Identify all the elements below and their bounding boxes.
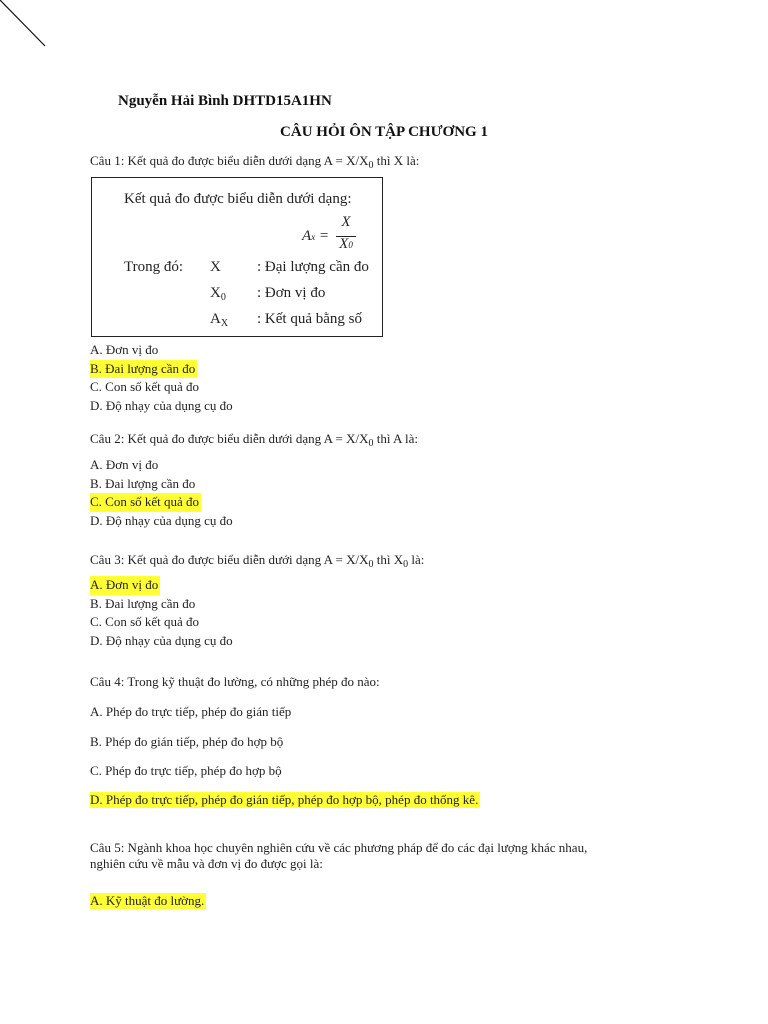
- formula-trong-do: Trong đó:: [124, 259, 184, 275]
- formula-symbol: X: [210, 259, 221, 275]
- answer-option-correct[interactable]: A. Kỹ thuật đo lường.: [90, 893, 205, 908]
- question-1-options: [90, 341, 233, 415]
- formula-symbol: $X_0$: [210, 285, 226, 303]
- formula-box-heading: Kết quả đo được biểu diễn dưới dạng:: [124, 191, 352, 207]
- answer-option[interactable]: B. Phép đo gián tiếp, phép đo hợp bộ: [90, 734, 284, 749]
- corner-fold-line: [0, 0, 50, 50]
- formula-box: Kết quả đo được biểu diễn dưới dạng: Ax = X X0 Trong đó: X : Đại lượng cần đo $X_0$ : Đơn vị đo $A_X$ : Kết quả bằng số: [91, 177, 383, 337]
- question-2: Câu 2: Kết quả đo được biểu diễn dưới dạng $A = X/X_0$ thì A là:: [90, 431, 418, 449]
- answer-option[interactable]: C. Phép đo trực tiếp, phép đo hợp bộ: [90, 763, 282, 778]
- question-3-options: [90, 576, 233, 650]
- answer-option-correct[interactable]: B. Đai lượng cần đo: [90, 360, 233, 379]
- answer-option[interactable]: A. Phép đo trực tiếp, phép đo gián tiếp: [90, 704, 292, 719]
- question-1: Câu 1: Kết quả đo được biểu diễn dưới dạng $A = X/X_0$ thì X là:: [90, 153, 420, 171]
- answer-option[interactable]: D. Độ nhạy của dụng cụ đo: [90, 512, 233, 528]
- answer-option[interactable]: C. Con số kết quả đo: [90, 379, 200, 394]
- answer-option[interactable]: B. Đai lượng cần đo: [90, 475, 196, 491]
- answer-option-correct[interactable]: D. Phép đo trực tiếp, phép đo gián tiếp, phép đo hợp bộ, phép đo thống kê.: [90, 792, 479, 807]
- question-5: Câu 5: Ngành khoa học chuyên nghiên cứu về các phương pháp để đo các đại lượng khác nhau, nghiên cứu về mẫu và đơn vị đo được gọi là:: [90, 840, 588, 871]
- question-4: Câu 4: Trong kỹ thuật đo lường, có những phép đo nào:: [90, 674, 380, 689]
- formula-description: : Đại lượng cần đo: [257, 259, 369, 275]
- answer-option[interactable]: D. Độ nhạy của dụng cụ đo: [90, 632, 233, 648]
- author-name: Nguyễn Hải Bình DHTD15A1HN: [118, 93, 332, 109]
- formula-description: : Đơn vị đo: [257, 285, 326, 301]
- question-2-options: [90, 456, 233, 530]
- answer-option[interactable]: C. Con số kết quả đo: [90, 614, 200, 629]
- answer-option[interactable]: B. Đai lượng cần đo: [90, 595, 196, 611]
- answer-option-correct[interactable]: C. Con số kết quả đo: [90, 493, 233, 512]
- answer-option[interactable]: A. Đơn vị đo: [90, 457, 159, 472]
- page-title: CÂU HỎI ÔN TẬP CHƯƠNG 1: [280, 124, 488, 140]
- answer-option[interactable]: D. Độ nhạy của dụng cụ đo: [90, 397, 233, 413]
- answer-option-correct[interactable]: A. Đơn vị đo: [90, 576, 233, 595]
- formula-description: : Kết quả bằng số: [257, 311, 362, 327]
- answer-option[interactable]: A. Đơn vị đo: [90, 342, 159, 357]
- formula-symbol: $A_X$: [210, 311, 229, 329]
- question-3: Câu 3: Kết quả đo được biểu diễn dưới dạng $A = X/X_0$ thì $X_0$ là:: [90, 552, 425, 570]
